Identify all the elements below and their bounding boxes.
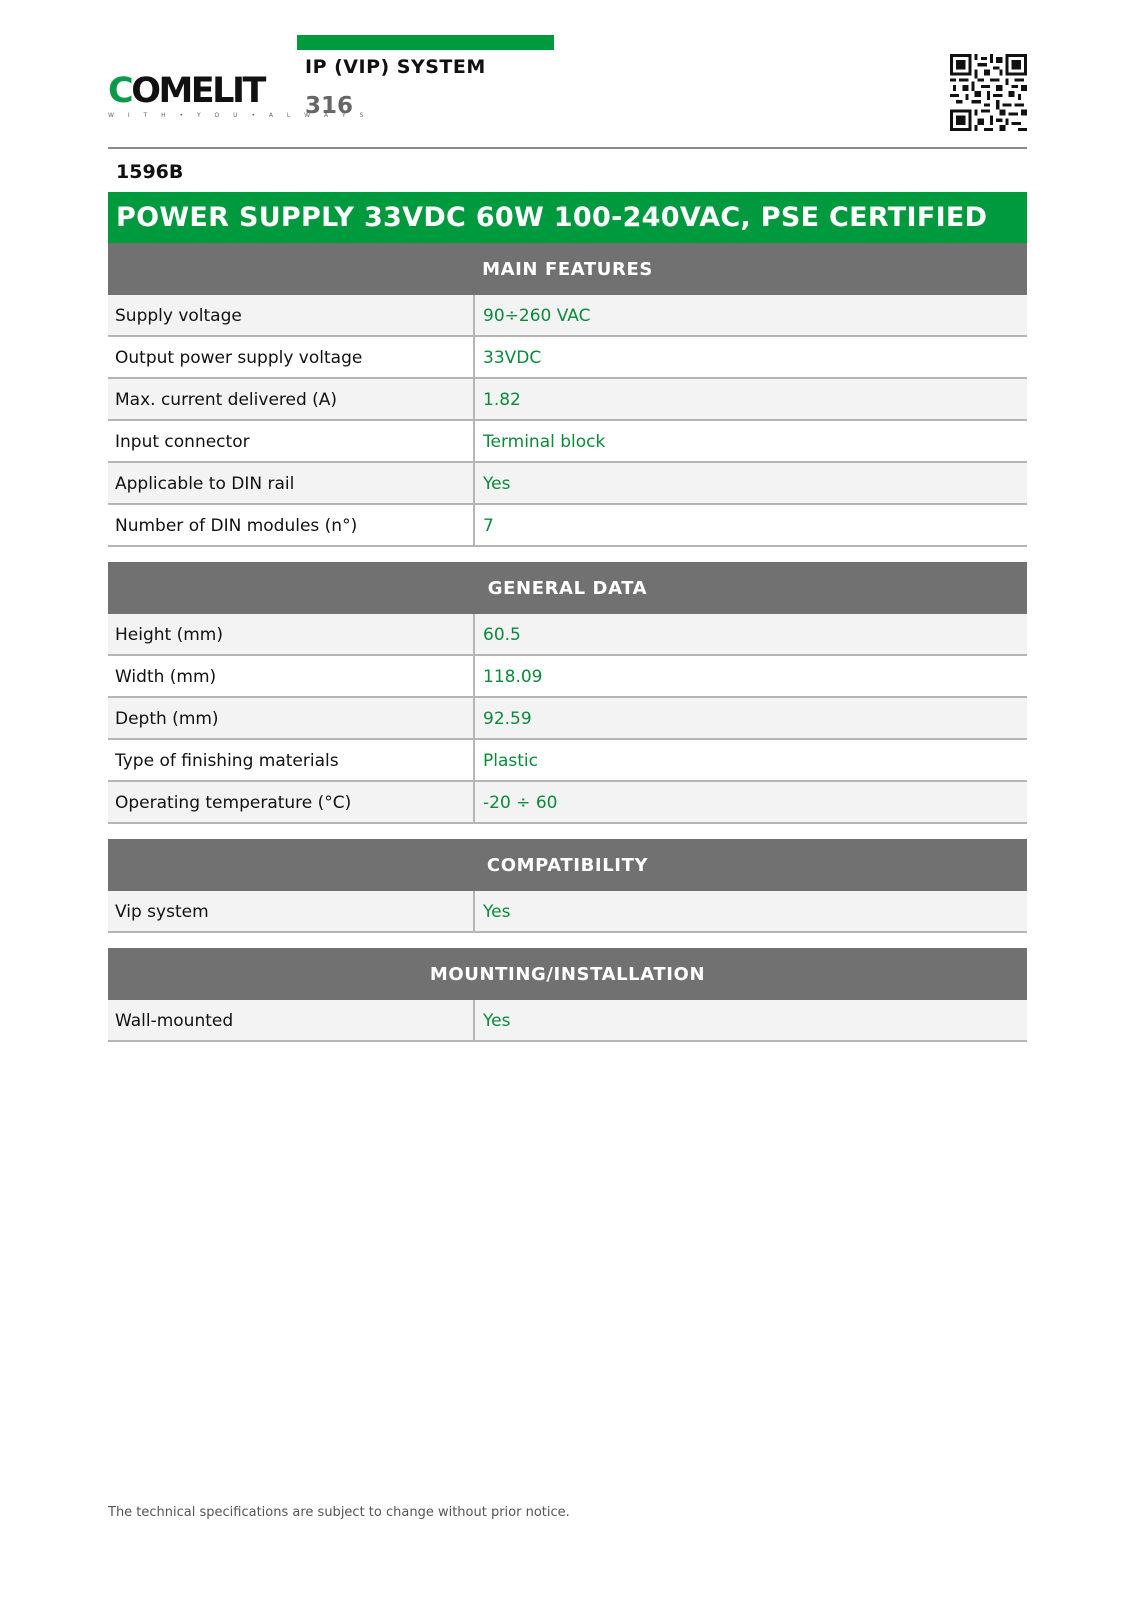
spec-value: 118.09	[483, 667, 543, 687]
spec-label: Wall-mounted	[108, 1000, 475, 1040]
section-mounting-installation	[108, 948, 1027, 1042]
spec-label: Type of finishing materials	[108, 740, 475, 780]
spec-row	[108, 1000, 1027, 1042]
spec-row	[108, 505, 1027, 547]
section-compatibility	[108, 839, 1027, 933]
spec-value: Plastic	[483, 751, 538, 771]
spec-value: Terminal block	[483, 432, 606, 452]
spec-row	[108, 891, 1027, 933]
spec-value: 92.59	[483, 709, 532, 729]
spec-label: Operating temperature (°C)	[108, 782, 475, 822]
spec-row	[108, 656, 1027, 698]
spec-row	[108, 421, 1027, 463]
section-header: MAIN FEATURES	[108, 243, 1027, 295]
product-code: 1596B	[116, 161, 184, 183]
spec-row	[108, 740, 1027, 782]
spec-value: 33VDC	[483, 348, 542, 368]
header-divider	[108, 147, 1027, 149]
spec-label: Supply voltage	[108, 295, 475, 335]
spec-row	[108, 295, 1027, 337]
section-main-features	[108, 243, 1027, 547]
spec-row	[108, 614, 1027, 656]
spec-label: Width (mm)	[108, 656, 475, 696]
spec-table	[108, 1000, 1027, 1042]
spec-value: 60.5	[483, 625, 521, 645]
spec-label: Input connector	[108, 421, 475, 461]
product-title: POWER SUPPLY 33VDC 60W 100-240VAC, PSE CERTIFIED	[108, 192, 1027, 243]
spec-value: 90÷260 VAC	[483, 306, 591, 326]
spec-sections	[108, 243, 1027, 1042]
disclaimer-note: The technical specifications are subject to change without prior notice.	[108, 1505, 570, 1520]
header-accent-bar	[297, 35, 554, 50]
spec-row	[108, 379, 1027, 421]
section-header: GENERAL DATA	[108, 562, 1027, 614]
spec-label: Max. current delivered (A)	[108, 379, 475, 419]
logo-wordmark: COMELIT	[108, 71, 264, 111]
system-title: IP (VIP) SYSTEM	[305, 56, 486, 78]
spec-value: Yes	[483, 902, 511, 922]
spec-label: Height (mm)	[108, 614, 475, 654]
spec-label: Number of DIN modules (n°)	[108, 505, 475, 545]
spec-row	[108, 337, 1027, 379]
spec-row	[108, 782, 1027, 824]
section-general-data	[108, 562, 1027, 824]
spec-table	[108, 614, 1027, 824]
spec-label: Output power supply voltage	[108, 337, 475, 377]
spec-value: Yes	[483, 474, 511, 494]
spec-value: 7	[483, 516, 494, 536]
spec-label: Applicable to DIN rail	[108, 463, 475, 503]
section-header: MOUNTING/INSTALLATION	[108, 948, 1027, 1000]
logo-tagline: W I T H • Y O U • A L W A Y S	[108, 112, 370, 119]
spec-row	[108, 463, 1027, 505]
spec-value: 1.82	[483, 390, 521, 410]
section-header: COMPATIBILITY	[108, 839, 1027, 891]
spec-label: Vip system	[108, 891, 475, 931]
spec-table	[108, 891, 1027, 933]
spec-label: Depth (mm)	[108, 698, 475, 738]
spec-table	[108, 295, 1027, 547]
qr-code-icon	[950, 54, 1027, 131]
spec-row	[108, 698, 1027, 740]
spec-value: -20 ÷ 60	[483, 793, 558, 813]
spec-value: Yes	[483, 1011, 511, 1031]
system-number: 316	[305, 93, 354, 119]
